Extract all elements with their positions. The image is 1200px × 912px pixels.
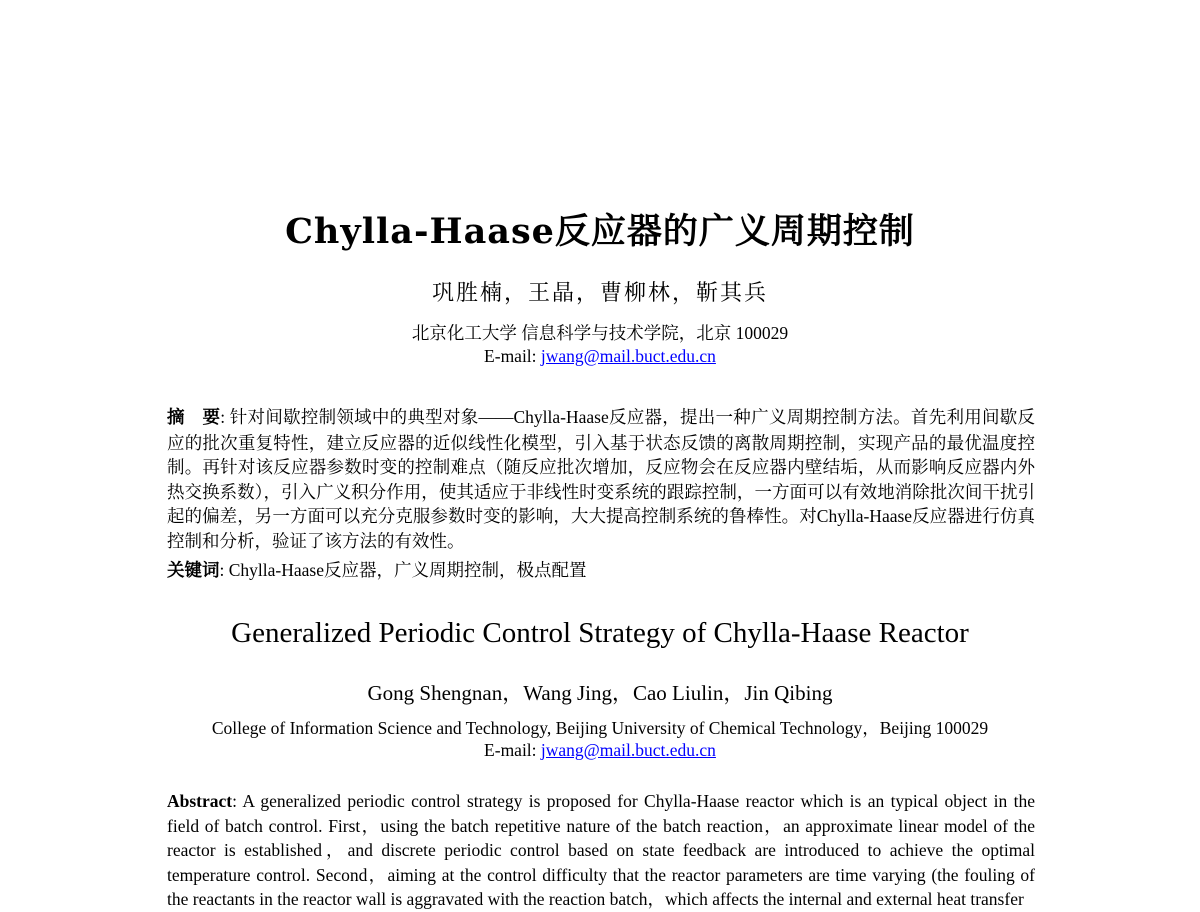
paper-title-cn: Chylla-Haase反应器的广义周期控制: [285, 211, 915, 252]
abstract-text-en: : A generalized periodic control strategy is proposed for Chylla-Haase reactor which is an typical object in the field of batch control. First，using the batch repetitive nature of the batch reaction，an approximate linear model of the reactor is established，and discrete periodic control based on state feedback are introduced to achieve the optimal temperature control. Second，aiming at the control difficulty that the reactor parameters are time varying (the fouling of the reactants in the reactor wall is aggravated with the reaction batch，which affects the internal and external heat transfer: [167, 791, 1035, 909]
paper-title-en: Generalized Periodic Control Strategy of Chylla-Haase Reactor: [231, 617, 969, 649]
email-label-cn: E-mail:: [484, 346, 541, 366]
email-line-cn: [0, 346, 1200, 367]
abstract-label-en: Abstract: [167, 791, 233, 811]
keywords-label-cn: 关键词: [167, 561, 220, 581]
authors-en: Gong Shengnan，Wang Jing，Cao Liulin，Jin Qibing: [367, 681, 833, 705]
abstract-en: [167, 789, 1035, 912]
email-line-en: [0, 740, 1200, 761]
authors-cn: 巩胜楠，王晶，曹柳林，靳其兵: [431, 281, 768, 306]
email-link-cn[interactable]: jwang@mail.buct.edu.cn: [540, 346, 716, 366]
abstract-text-cn: : 针对间歇控制领域中的典型对象——Chylla-Haase反应器，提出一种广义周期控制方法。首先利用间歇反应的批次重复特性，建立反应器的近似线性化模型，引入基于状态反馈的离散周期控制，实现产品的最优温度控制。再针对该反应器参数时变的控制难点（随反应批次增加，反应物会在反应器内壁结垢，从而影响反应器内外热交换系数），引入广义积分作用，使其适应于非线性时变系统的跟踪控制，一方面可以有效地消除批次间干扰引起的偏差，另一方面可以充分克服参数时变的影响，大大提高控制系统的鲁棒性。对Chylla-Haase反应器进行仿真控制和分析，验证了该方法的有效性。: [167, 407, 1036, 551]
keywords-cn: [167, 558, 1035, 584]
affiliation-cn: 北京化工大学 信息科学与技术学院，北京 100029: [411, 323, 789, 343]
affiliation-en: College of Information Science and Technology, Beijing University of Chemical Technology，Beijing 100029: [211, 718, 989, 738]
keywords-text-cn: : Chylla-Haase反应器，广义周期控制，极点配置: [219, 560, 587, 580]
abstract-label-cn: 摘 要: [167, 408, 221, 428]
email-label-en: E-mail:: [484, 740, 541, 760]
email-link-en[interactable]: jwang@mail.buct.edu.cn: [540, 740, 716, 760]
abstract-cn: [167, 405, 1035, 553]
